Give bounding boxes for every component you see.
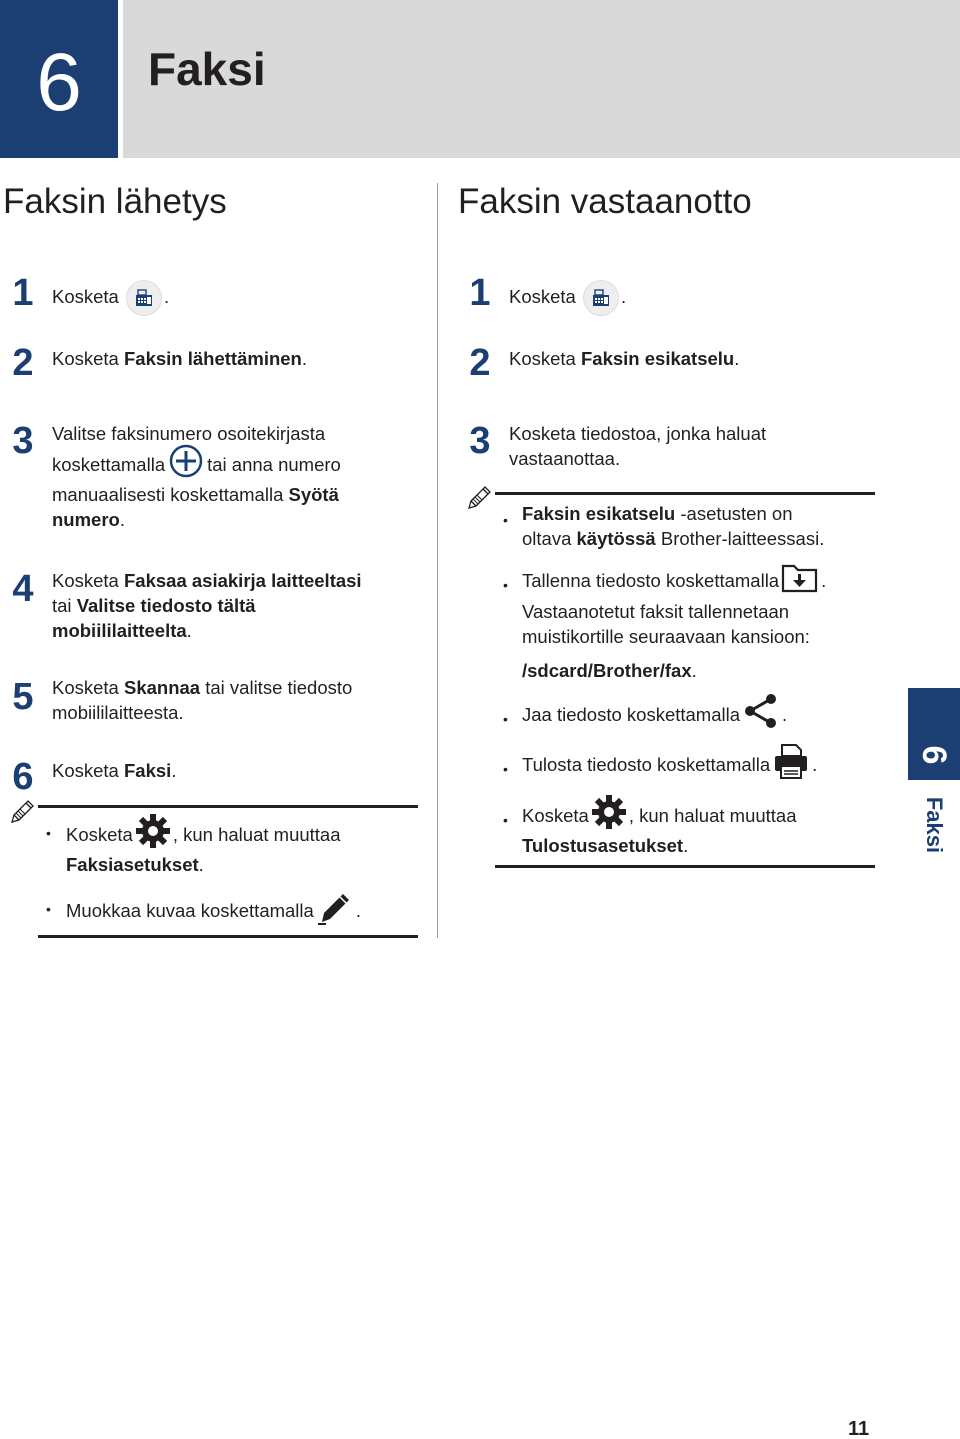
step-text-part: tai [52,595,77,616]
note-bullet [66,890,361,930]
step-text [52,421,341,532]
step-number: 2 [12,342,34,384]
step-text-bold: mobiililaitteelta [52,620,187,641]
note-text-part: . [782,703,788,725]
share-icon [742,692,780,736]
step-text-part: Kosketa [52,285,124,307]
step-text-bold: Syötä [288,484,339,505]
step-text [509,421,766,471]
step-text-part: tai anna numero [207,453,341,475]
step-line: Kosketa tiedostoa, jonka haluat [509,423,767,444]
section-title-receive: Faksin vastaanotto [458,182,752,221]
bullet-dot: • [46,825,51,841]
step-line [52,507,341,532]
note-bullet [522,560,826,683]
step-text-bold: Faksin lähettäminen [124,348,302,369]
plus-circle-icon [169,444,203,484]
note-text-part: . [355,899,361,921]
section-title-send: Faksin lähetys [3,182,227,221]
fax-icon [583,280,619,316]
step-number: 6 [12,756,34,798]
step-line [52,618,362,643]
note-rule-bottom [495,865,875,868]
step-line: vastaanottaa. [509,448,621,469]
note-line [522,658,826,683]
step-text [509,280,626,316]
note-text-part: Tallenna tiedosto koskettamalla [522,569,780,591]
save-to-folder-icon [781,560,819,600]
step-text-part: Kosketa [52,760,124,781]
step-text-bold: Faksi [124,760,172,781]
note-bullet [522,501,824,551]
note-text-part: Kosketa [66,823,133,845]
note-text-bold: Tulostusasetukset [522,835,684,856]
note-text-bold: /sdcard/Brother/fax [522,660,692,681]
note-text-part: . [683,835,689,856]
note-rule-bottom [38,935,418,938]
pencil-icon [316,888,354,932]
step-line [52,446,341,482]
note-line [522,560,826,600]
note-line [522,795,797,835]
step-text-part: Kosketa [52,677,124,698]
step-number: 2 [469,342,491,384]
step-line [52,675,352,700]
note-line [66,852,341,877]
note-text-part: . [821,569,827,591]
step-text-part: koskettamalla [52,453,166,475]
gear-icon [591,794,627,836]
step-text-bold: Faksin esikatselu [581,348,735,369]
column-divider [437,183,438,938]
step-line: mobiililaitteesta. [52,702,184,723]
fax-icon [126,280,162,316]
note-text-part: Brother-laitteessasi. [655,528,825,549]
note-rule-top [38,805,418,808]
printer-icon [772,742,810,786]
note-text-bold: Faksin esikatselu [522,503,676,524]
note-line [522,526,824,551]
step-text-bold: Valitse tiedosto tältä [76,595,256,616]
step-line [52,482,341,507]
note-text-bold: käytössä [576,528,656,549]
step-text-part: . [621,285,627,307]
bullet-dot: • [503,577,508,593]
step-text-bold: Faksaa asiakirja laitteeltasi [124,570,362,591]
note-pencil-icon [8,798,36,831]
step-text-part: Kosketa [52,348,124,369]
step-text-part: . [171,760,177,781]
note-text-part: oltava [522,528,577,549]
step-text-bold: numero [52,509,120,530]
step-text-part: Kosketa [52,570,124,591]
note-line [522,833,797,858]
bullet-dot: • [503,512,508,528]
step-text-bold: Skannaa [124,677,201,698]
step-number: 1 [469,272,491,314]
step-text [509,346,739,371]
chapter-number: 6 [36,37,82,128]
chapter-title: Faksi [148,43,266,95]
bullet-dot: • [503,761,508,777]
step-text [52,675,352,725]
step-text-part: . [734,348,740,369]
note-line [522,694,787,734]
bullet-dot: • [46,901,51,917]
step-number: 4 [12,568,34,610]
side-tab-label: Faksi [922,796,947,854]
note-line [66,890,361,930]
note-text-part: , kun haluat muuttaa [628,804,797,826]
step-text [52,280,169,316]
step-text-part: Kosketa [509,348,581,369]
step-line [52,593,362,618]
note-text-part: Tulosta tiedosto koskettamalla [522,753,771,775]
gear-icon [135,813,171,855]
note-text-part: . [812,753,818,775]
note-text-part: -asetusten on [675,503,793,524]
step-number: 3 [469,420,491,462]
step-text-part: Kosketa [509,285,581,307]
note-bullet [66,814,341,877]
step-text-part: . [186,620,192,641]
bullet-dot: • [503,812,508,828]
step-number: 1 [12,272,34,314]
note-line [66,814,341,854]
step-text-part: . [164,285,170,307]
note-text-part: . [198,854,204,875]
step-text-part: manuaalisesti koskettamalla [52,484,289,505]
step-text [52,758,176,783]
note-pencil-icon [465,484,493,517]
step-line [52,568,362,593]
note-line: Vastaanotetut faksit tallennetaan [522,601,790,622]
step-number: 5 [12,676,34,718]
note-rule-top [495,492,875,495]
page-number: 11 [848,1418,870,1439]
note-text-part: Muokkaa kuvaa koskettamalla [66,899,314,921]
note-line: muistikortille seuraavaan kansioon: [522,626,810,647]
note-bullet [522,744,817,784]
step-number: 3 [12,420,34,462]
note-text-part: , kun haluat muuttaa [172,823,341,845]
step-text-part: . [301,348,307,369]
step-line: Valitse faksinumero osoitekirjasta [52,423,326,444]
note-line [522,744,817,784]
note-bullet [522,694,787,734]
step-text-part: tai valitse tiedosto [200,677,353,698]
step-text-part: . [119,509,125,530]
side-tab-number: 6 [915,745,954,765]
step-text [52,346,307,371]
note-line [522,501,824,526]
note-text-part: . [691,660,697,681]
bullet-dot: • [503,711,508,727]
step-text [52,568,362,643]
note-text-bold: Faksiasetukset [66,854,199,875]
note-text-part: Kosketa [522,804,589,826]
note-bullet [522,795,797,858]
note-text-part: Jaa tiedosto koskettamalla [522,703,741,725]
